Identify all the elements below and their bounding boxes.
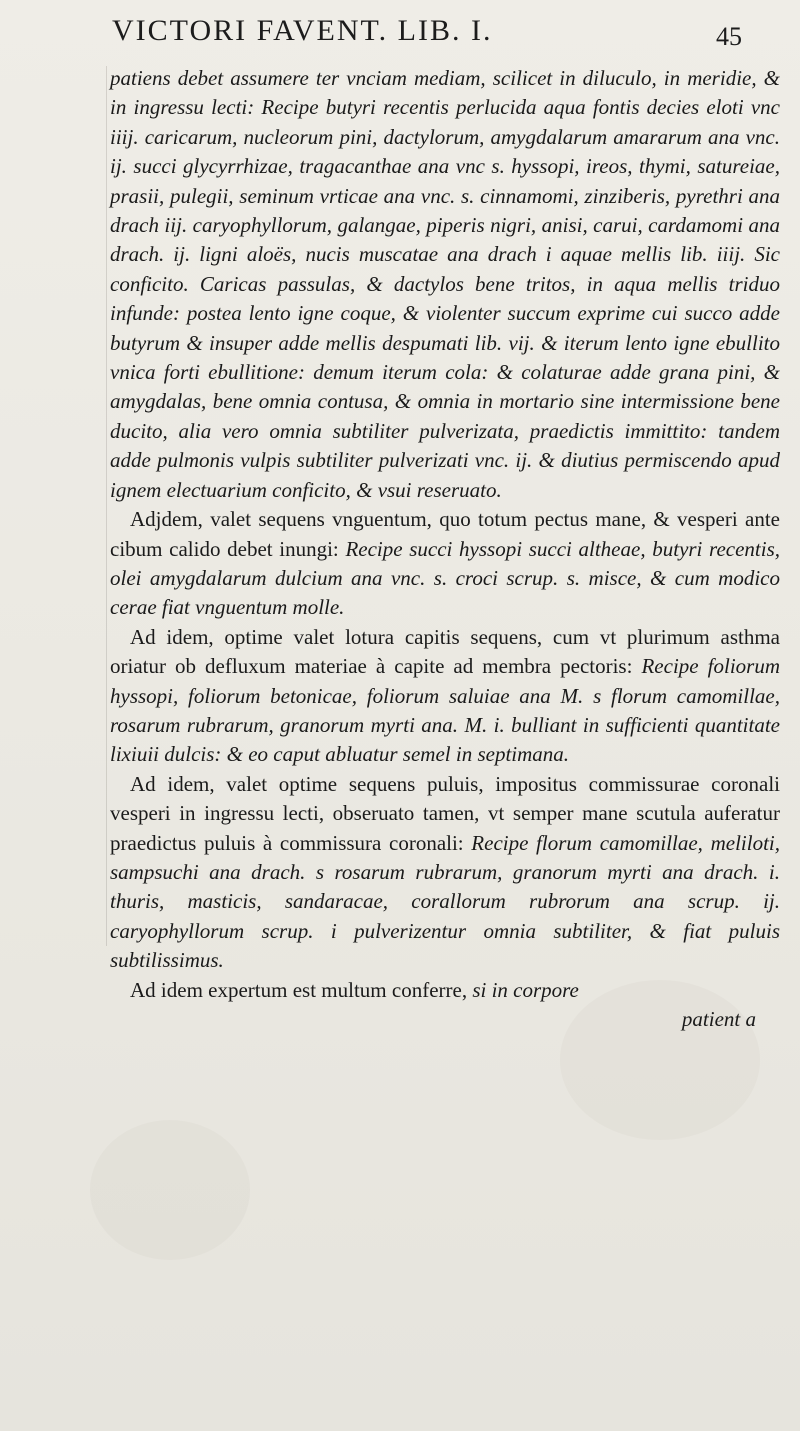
paragraph-recipe-electuary bbox=[110, 64, 780, 505]
paragraph-powder bbox=[110, 770, 780, 976]
catchword: patient a bbox=[681, 1007, 756, 1031]
catchword-line bbox=[110, 1005, 780, 1034]
paragraph-unguent bbox=[110, 505, 780, 623]
paragraph-roman-text: Ad idem, valet optime sequens puluis, impositus commissurae coronali vesperi in ingressu lecti, obseruato tamen, vt semper mane scutula auferatur praedictus puluis à commissura coronali: bbox=[110, 771, 780, 855]
paragraph-final bbox=[110, 976, 780, 1005]
paragraph-head-wash bbox=[110, 623, 780, 770]
paragraph-italic-text: patiens debet assumere ter vnciam mediam, scilicet in diluculo, in meridie, & in ingressu lecti: Recipe butyri recentis perlucida aqua fontis decies eloti vnc iiij. caricarum, nucleorum pini, dactylorum, amygdalarum amararum ana vnc. ij. succi glycyrrhizae, tragacanthae ana vnc s. hyssopi, ireos, thymi, satureiae, prasii, pulegii, seminum vrticae ana vnc. s. cinnamomi, zinziberis, pyrethri ana drach iij. caryophyllorum, galangae, piperis nigri, anisi, carui, cardamomi ana drach. ij. ligni aloës, nucis muscatae ana drach i aquae mellis lib. iiij. Sic conficito. Caricas passulas, & dactylos bene tritos, in aqua mellis triduo infunde: postea lento igne coque, & violenter succum exprime cui succo adde butyrum & insuper adde mellis despumati lib. vij. & iterum lento igne ebullito vnica forti ebullitione: demum iterum cola: & colaturae adde grana pini, & amygdalas, bene omnia contusa, & omnia in mortario sine intermissione bene ducito, alia vero omnia subtiliter pulverizata, praedictis immittito: tandem adde pulmonis vulpis subtiliter pulverizati vnc. ij. & diutius permiscendo apud ignem electuarium conficito, & vsui reseruato. bbox=[110, 66, 780, 502]
body-text bbox=[110, 64, 780, 1034]
paragraph-roman-text: Ad idem, optime valet lotura capitis sequens, cum vt plurimum asthma oriatur ob defluxum materiae à capite ad membra pectoris: bbox=[110, 624, 780, 679]
paragraph-italic-text: Recipe succi hyssopi succi altheae, butyri recentis, olei amygdalarum dulcium ana vnc. s. croci scrup. s. misce, & cum modico cerae fiat vnguentum molle. bbox=[110, 536, 781, 620]
running-head: VICTORI FAVENT. LIB. I. bbox=[112, 14, 493, 47]
page-header bbox=[60, 14, 760, 54]
paragraph-roman-text: Ad idem expertum est multum conferre, bbox=[130, 977, 473, 1002]
page-number: 45 bbox=[716, 22, 742, 51]
paragraph-roman-text: Adjdem, valet sequens vnguentum, quo totum pectus mane, & vesperi ante cibum calido debet inungi: bbox=[110, 507, 780, 561]
paragraph-italic-text: Recipe florum camomillae, meliloti, sampsuchi ana drach. s rosarum rubrarum, granorum myrti ana drach. i. thuris, masticis, sandaracae, corallorum rubrorum ana scrup. ij. caryophyllorum scrup. i pulverizentur omnia subtiliter, & fiat puluis subtilissimus. bbox=[110, 830, 780, 973]
paragraph-italic-text: Recipe foliorum hyssopi, foliorum betonicae, foliorum saluiae ana M. s florum camomillae, rosarum rubrarum, granorum myrti ana. M. i. bulliant in sufficienti quantitate lixiuii dulcis: & eo caput abluatur semel in septimana. bbox=[110, 654, 780, 767]
left-margin-shadow bbox=[106, 66, 107, 946]
paragraph-italic-text: si in corpore bbox=[472, 977, 579, 1002]
paper-stain bbox=[90, 1120, 250, 1260]
